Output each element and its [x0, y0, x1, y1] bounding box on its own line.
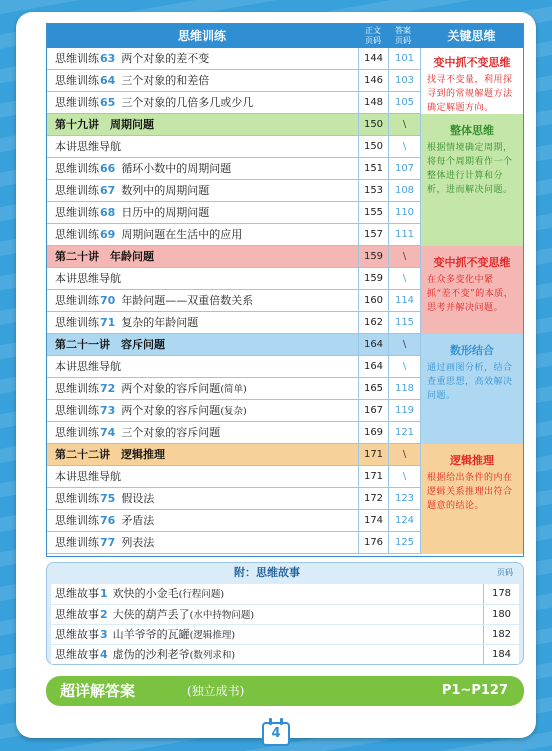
- answer-page: 111: [388, 224, 420, 245]
- text-page: 164: [358, 334, 388, 355]
- header-answer-page: 答案 页码: [395, 26, 411, 45]
- row-number: 68: [100, 206, 116, 219]
- text-page: 172: [358, 488, 388, 509]
- story-row[interactable]: [51, 644, 519, 664]
- row-number: 72: [100, 382, 116, 395]
- row-topic: 三个对象的和差倍: [121, 74, 210, 87]
- text-page: 167: [358, 400, 388, 421]
- nav-title: 本讲思维导航: [55, 272, 121, 285]
- contents-table: [46, 23, 524, 557]
- text-page: 150: [358, 136, 388, 157]
- row-title: [55, 158, 231, 179]
- story-title: [55, 645, 235, 666]
- answer-title: 超详解答案: [60, 682, 136, 700]
- stories-box: [46, 562, 524, 665]
- text-page: 151: [358, 158, 388, 179]
- row-number: 65: [100, 96, 116, 109]
- tip-body: 找寻不变量，利用探寻到的常规解题方法确定解题方向。: [427, 75, 513, 113]
- chapter-title: 第十九讲 周期问题: [55, 118, 154, 131]
- row-title: [55, 378, 247, 399]
- story-row[interactable]: [51, 604, 519, 624]
- answer-page: 108: [388, 180, 420, 201]
- row-number: 76: [100, 514, 116, 527]
- key-thinking-tip: [420, 334, 523, 444]
- row-label: 思维训练: [55, 184, 99, 197]
- answer-pages: P1~P127: [441, 683, 508, 698]
- row-number: 71: [100, 316, 116, 329]
- table-row[interactable]: [47, 202, 420, 224]
- stories-page-label: 页码: [497, 568, 513, 577]
- chapter-row[interactable]: [47, 114, 420, 136]
- row-label: 思维训练: [55, 74, 99, 87]
- story-page: 178: [483, 584, 519, 604]
- nav-row[interactable]: [47, 466, 420, 488]
- row-title: [55, 114, 154, 135]
- row-label: 思维训练: [55, 514, 99, 527]
- answer-page: 101: [388, 48, 420, 69]
- table-row[interactable]: [47, 70, 420, 92]
- row-number: 67: [100, 184, 116, 197]
- chapter-row[interactable]: [47, 334, 420, 356]
- answer-page: \: [388, 466, 420, 487]
- row-title: [55, 268, 121, 289]
- table-row[interactable]: [47, 532, 420, 554]
- nav-title: 本讲思维导航: [55, 360, 121, 373]
- header-key-thinking: 关键思维: [447, 29, 496, 43]
- tip-title: 数形结合: [450, 344, 494, 357]
- text-page: 150: [358, 114, 388, 135]
- story-title: [55, 584, 224, 605]
- answer-page: \: [388, 136, 420, 157]
- answer-page: \: [388, 334, 420, 355]
- answer-page: 115: [388, 312, 420, 333]
- story-title: [55, 605, 254, 626]
- answer-page: 105: [388, 92, 420, 113]
- row-topic: 三个对象的几倍多几或少几: [121, 96, 254, 109]
- story-row[interactable]: [51, 584, 519, 604]
- key-thinking-tip: [420, 114, 523, 246]
- story-hint: (行程问题): [178, 589, 225, 600]
- row-title: [55, 510, 154, 531]
- row-title: [55, 466, 121, 487]
- header-title: 思维训练: [177, 29, 226, 43]
- row-title: [55, 180, 209, 201]
- story-topic: 大侠的葫芦丢了: [112, 608, 190, 621]
- row-title: [55, 444, 165, 465]
- table-row[interactable]: [47, 92, 420, 114]
- table-row[interactable]: [47, 158, 420, 180]
- row-title: [55, 136, 121, 157]
- story-label: 思维故事: [55, 587, 99, 600]
- stories-title: 附：思维故事: [234, 566, 300, 579]
- row-title: [55, 532, 154, 553]
- row-number: 77: [100, 536, 116, 549]
- story-label: 思维故事: [55, 648, 99, 661]
- row-topic: 两个对象的差不变: [121, 52, 210, 65]
- table-row[interactable]: [47, 378, 420, 400]
- page-number: 4: [262, 722, 290, 746]
- text-page: 159: [358, 246, 388, 267]
- row-title: [55, 422, 220, 443]
- text-page: 174: [358, 510, 388, 531]
- table-row[interactable]: [47, 224, 420, 246]
- row-title: [55, 312, 198, 333]
- row-label: 思维训练: [55, 426, 99, 439]
- stories-header: [47, 563, 523, 583]
- answer-subtitle: (独立成书): [187, 684, 245, 698]
- row-topic: 两个对象的容斥问题: [121, 404, 221, 417]
- tip-title: 整体思维: [450, 124, 494, 137]
- table-row[interactable]: [47, 510, 420, 532]
- answer-page: \: [388, 246, 420, 267]
- tip-body: 通过画图分析，结合查重思想，高效解决问题。: [427, 363, 513, 401]
- row-number: 75: [100, 492, 116, 505]
- story-page: 180: [483, 605, 519, 625]
- answer-page: \: [388, 268, 420, 289]
- text-page: 160: [358, 290, 388, 311]
- answer-page: \: [388, 114, 420, 135]
- chapter-row[interactable]: [47, 246, 420, 268]
- header-text-page: 正文 页码: [365, 26, 381, 45]
- answer-page: 125: [388, 532, 420, 553]
- row-hint: (简单): [220, 384, 247, 395]
- row-number: 74: [100, 426, 116, 439]
- story-number: 1: [100, 587, 108, 600]
- row-title: [55, 246, 154, 267]
- table-row[interactable]: [47, 400, 420, 422]
- row-label: 思维训练: [55, 382, 99, 395]
- story-page: 184: [483, 645, 519, 665]
- row-topic: 三个对象的容斥问题: [121, 426, 221, 439]
- answer-page: 114: [388, 290, 420, 311]
- answer-page: 110: [388, 202, 420, 223]
- table-row[interactable]: [47, 48, 420, 70]
- row-topic: 矛盾法: [121, 514, 155, 527]
- tip-body: 根据给出条件的内在逻辑关系推理出符合题意的结论。: [427, 473, 513, 511]
- text-page: 162: [358, 312, 388, 333]
- text-page: 171: [358, 444, 388, 465]
- text-page: 157: [358, 224, 388, 245]
- story-label: 思维故事: [55, 608, 99, 621]
- story-page: 182: [483, 625, 519, 645]
- table-row[interactable]: [47, 312, 420, 334]
- table-row[interactable]: [47, 180, 420, 202]
- story-topic: 欢快的小金毛: [112, 587, 179, 600]
- row-hint: (复杂): [220, 406, 247, 417]
- answer-page: 119: [388, 400, 420, 421]
- nav-row[interactable]: [47, 356, 420, 378]
- story-hint: (数列求和): [189, 650, 236, 661]
- story-number: 2: [100, 608, 108, 621]
- nav-row[interactable]: [47, 268, 420, 290]
- table-row[interactable]: [47, 488, 420, 510]
- row-number: 73: [100, 404, 116, 417]
- story-hint: (逻辑推理): [189, 630, 236, 641]
- text-page: 155: [358, 202, 388, 223]
- text-page: 159: [358, 268, 388, 289]
- text-page: 171: [358, 466, 388, 487]
- row-topic: 日历中的周期问题: [121, 206, 210, 219]
- row-topic: 年龄问题——双重倍数关系: [121, 294, 254, 307]
- row-label: 思维训练: [55, 536, 99, 549]
- tip-title: 逻辑推理: [450, 454, 494, 467]
- tip-title: 变中抓不变思维: [433, 256, 511, 269]
- row-topic: 两个对象的容斥问题: [121, 382, 221, 395]
- row-label: 思维训练: [55, 96, 99, 109]
- row-label: 思维训练: [55, 52, 99, 65]
- table-row[interactable]: [47, 422, 420, 444]
- row-topic: 循环小数中的周期问题: [121, 162, 232, 175]
- key-thinking-tip: [420, 444, 523, 554]
- tip-title: 变中抓不变思维: [433, 56, 511, 69]
- row-number: 63: [100, 52, 116, 65]
- row-number: 64: [100, 74, 116, 87]
- tip-body: 在众多变化中紧抓“差不变”的本质，思考并解决问题。: [427, 275, 514, 313]
- row-label: 思维训练: [55, 228, 99, 241]
- row-title: [55, 488, 154, 509]
- row-topic: 列表法: [121, 536, 155, 549]
- chapter-title: 第二十讲 年龄问题: [55, 250, 154, 263]
- row-title: [55, 334, 165, 355]
- chapter-title: 第二十二讲 逻辑推理: [55, 448, 165, 461]
- chapter-row[interactable]: [47, 444, 420, 466]
- row-label: 思维训练: [55, 162, 99, 175]
- row-title: [55, 290, 253, 311]
- story-row[interactable]: [51, 624, 519, 644]
- nav-title: 本讲思维导航: [55, 140, 121, 153]
- story-topic: 山羊爷爷的瓦罐: [112, 628, 190, 641]
- answer-page: \: [388, 356, 420, 377]
- story-number: 3: [100, 628, 108, 641]
- row-title: [55, 92, 253, 113]
- story-title: [55, 625, 235, 646]
- tip-body: 根据情境确定周期，将每个周期看作一个整体进行计算和分析，进而解决问题。: [427, 143, 513, 195]
- chapter-title: 第二十一讲 容斥问题: [55, 338, 165, 351]
- row-number: 69: [100, 228, 116, 241]
- row-title: [55, 400, 247, 421]
- text-page: 146: [358, 70, 388, 91]
- row-topic: 数列中的周期问题: [121, 184, 210, 197]
- text-page: 164: [358, 356, 388, 377]
- text-page: 148: [358, 92, 388, 113]
- text-page: 144: [358, 48, 388, 69]
- key-thinking-tip: [420, 48, 523, 114]
- row-title: [55, 356, 121, 377]
- text-page: 176: [358, 532, 388, 553]
- answer-page: 103: [388, 70, 420, 91]
- nav-title: 本讲思维导航: [55, 470, 121, 483]
- text-page: 169: [358, 422, 388, 443]
- text-page: 153: [358, 180, 388, 201]
- nav-row[interactable]: [47, 136, 420, 158]
- answer-page: 118: [388, 378, 420, 399]
- row-title: [55, 48, 209, 69]
- answer-page: \: [388, 444, 420, 465]
- row-label: 思维训练: [55, 492, 99, 505]
- row-label: 思维训练: [55, 206, 99, 219]
- row-topic: 假设法: [121, 492, 155, 505]
- answer-page: 124: [388, 510, 420, 531]
- row-topic: 周期问题在生活中的应用: [121, 228, 243, 241]
- row-title: [55, 202, 209, 223]
- answer-page: 107: [388, 158, 420, 179]
- answer-book-banner: [46, 676, 524, 706]
- story-topic: 虚伪的沙利老爷: [112, 648, 190, 661]
- row-title: [55, 224, 242, 245]
- table-row[interactable]: [47, 290, 420, 312]
- row-topic: 复杂的年龄问题: [121, 316, 199, 329]
- row-number: 70: [100, 294, 116, 307]
- answer-page: 123: [388, 488, 420, 509]
- table-header: [47, 24, 523, 48]
- story-number: 4: [100, 648, 108, 661]
- story-hint: (水中持物问题): [189, 610, 255, 621]
- row-label: 思维训练: [55, 294, 99, 307]
- row-label: 思维训练: [55, 316, 99, 329]
- story-label: 思维故事: [55, 628, 99, 641]
- row-title: [55, 70, 209, 91]
- text-page: 165: [358, 378, 388, 399]
- key-thinking-tip: [420, 246, 523, 334]
- answer-page: 121: [388, 422, 420, 443]
- row-label: 思维训练: [55, 404, 99, 417]
- row-number: 66: [100, 162, 116, 175]
